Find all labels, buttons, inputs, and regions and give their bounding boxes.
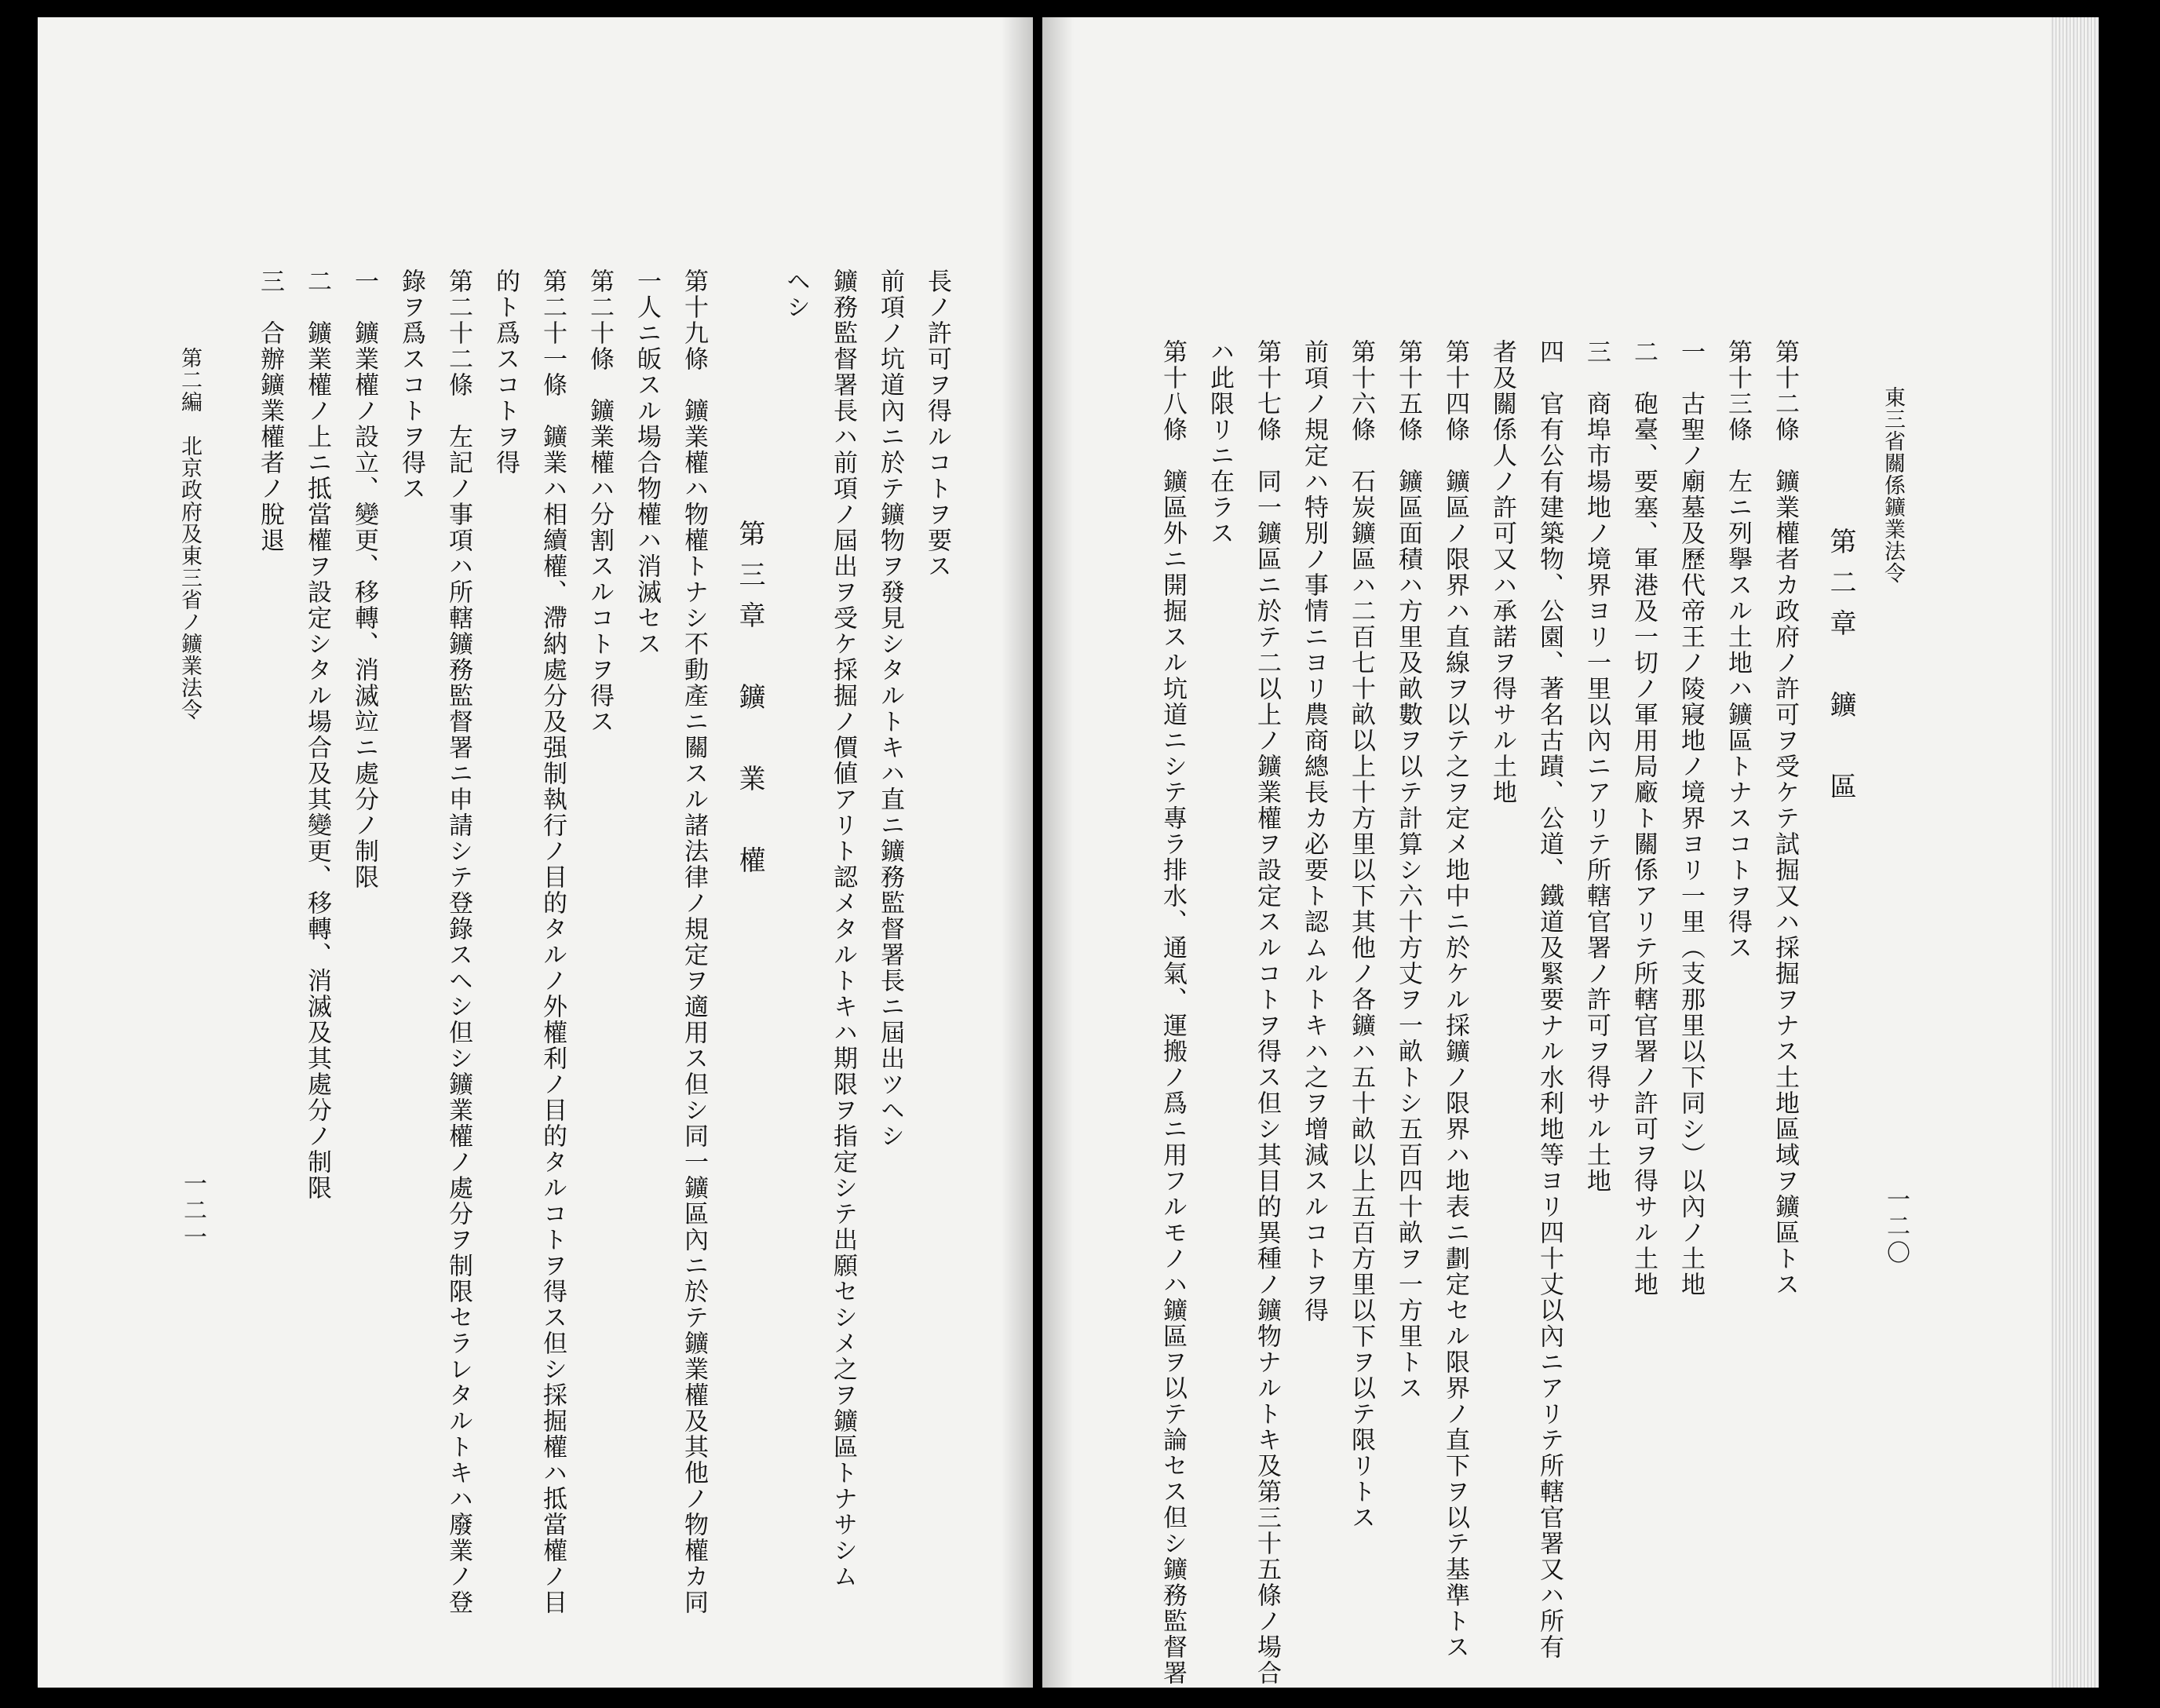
text-line: 前項ノ規定ハ特別ノ事情ニヨリ農商總長カ必要ト認ムルトキハ之ヲ增減スルコトヲ得 bbox=[1300, 339, 1328, 1323]
text-line: 第二十條 鑛業權ハ分割スルコトヲ得ス bbox=[586, 268, 614, 735]
text-line: 者及關係人ノ許可又ハ承諾ヲ得サル土地 bbox=[1488, 339, 1516, 805]
text-line: 第十八條 鑛區外ニ開掘スル坑道ニシテ專ラ排水、通氣、運搬ノ爲ニ用フルモノハ鑛區ヲ以テ論セス但シ鑛務監督署 bbox=[1158, 339, 1187, 1686]
text-line: 一 鑛業權ノ設立、變更、移轉、消滅竝ニ處分ノ制限 bbox=[350, 268, 378, 890]
text-line: 二 鑛業權ノ上ニ抵當權ヲ設定シタル場合及其變更、移轉、消滅及其處分ノ制限 bbox=[303, 268, 331, 1201]
text-line: 一人ニ皈スル場合物權ハ消滅セス bbox=[633, 268, 661, 657]
text-line: 錄ヲ爲スコトヲ得ス bbox=[397, 268, 425, 502]
text-line: 四 官有公有建築物、公園、著名古蹟、公道、鐵道及緊要ナル水利地等ヨリ四十丈以內ニアリテ所轄官署又ハ所有 bbox=[1535, 339, 1563, 1660]
page-footer: 第二編 北京政府及東三省ノ鑛業法令 bbox=[177, 347, 202, 721]
page-edges bbox=[2052, 17, 2099, 1688]
text-line: 第十五條 鑛區面積ハ方里及畝數ヲ以テ計算シ六十方丈ヲ一畝トシ五百四十畝ヲ一方里トス bbox=[1394, 339, 1422, 1401]
text-line: ハ此限リニ在ラス bbox=[1206, 339, 1234, 546]
left-page bbox=[38, 17, 1033, 1688]
text-line: 第十九條 鑛業權ハ物權トナシ不動產ニ關スル諸法律ノ規定ヲ適用ス但シ同一鑛區內ニ於テ鑛業權及其他ノ物權カ同 bbox=[680, 268, 708, 1615]
text-line: 第十七條 同一鑛區ニ於テ二以上ノ鑛業權ヲ設定スルコトヲ得ス但シ其目的異種ノ鑛物ナルトキ及第三十五條ノ場合 bbox=[1253, 339, 1281, 1686]
text-line: 第十三條 左ニ列擧スル土地ハ鑛區トナスコトヲ得ス bbox=[1724, 339, 1752, 961]
text-line: 第十二條 鑛業權者カ政府ノ許可ヲ受ケテ試掘又ハ採掘ヲナス土地區域ヲ鑛區トス bbox=[1771, 339, 1799, 1297]
text-line: 三 合辦鑛業權者ノ脫退 bbox=[256, 268, 284, 553]
right-page bbox=[1042, 17, 2099, 1688]
gutter-shadow bbox=[1002, 17, 1033, 1688]
text-line: 的ト爲スコトヲ得 bbox=[491, 268, 520, 476]
text-line: 第十四條 鑛區ノ限界ハ直線ヲ以テ之ヲ定メ地中ニ於ケル採鑛ノ限界ハ地表ニ劃定セル限界ノ直下ヲ以テ基準トス bbox=[1441, 339, 1469, 1660]
text-line: 前項ノ坑道內ニ於テ鑛物ヲ發見シタルトキハ直ニ鑛務監督署長ニ屆出ツヘシ bbox=[876, 268, 904, 1149]
page-number: 一二〇 bbox=[1882, 1187, 1910, 1267]
page-number: 一二一 bbox=[179, 1171, 206, 1251]
text-line: 二 砲臺、要塞、軍港及一切ノ軍用局廠ト關係アリテ所轄官署ノ許可ヲ得サル土地 bbox=[1629, 339, 1658, 1297]
chapter-title: 第二章 鑛 區 bbox=[1825, 527, 1856, 813]
text-line: 鑛務監督署長ハ前項ノ屆出ヲ受ケ採掘ノ價値アリト認メタルトキハ期限ヲ指定シテ出願セシメ之ヲ鑛區トナサシム bbox=[829, 268, 857, 1589]
text-line: 一 古聖ノ廟墓及歷代帝王ノ陵寢地ノ境界ヨリ一里（支那里以下同シ）以內ノ土地 bbox=[1677, 339, 1705, 1297]
chapter-title: 第三章 鑛 業 權 bbox=[734, 520, 765, 887]
gutter-shadow bbox=[1042, 17, 1074, 1688]
text-line: 第二十一條 鑛業ハ相續權、滯納處分及强制執行ノ目的タルノ外權利ノ目的タルコトヲ得ス但シ採掘權ハ抵當權ノ目 bbox=[538, 268, 567, 1615]
text-line: 第十六條 石炭鑛區ハ二百七十畝以上十方里以下其他ノ各鑛ハ五十畝以上五百方里以下ヲ以テ限リトス bbox=[1347, 339, 1375, 1531]
text-line: 長ノ許可ヲ得ルコトヲ要ス bbox=[923, 268, 951, 579]
text-line: 第二十二條 左記ノ事項ハ所轄鑛務監督署ニ申請シテ登錄スヘシ但シ鑛業權ノ處分ヲ制限セラレタルトキハ廢業ノ登 bbox=[444, 268, 472, 1615]
page-header: 東三省關係鑛業法令 bbox=[1881, 386, 1905, 584]
text-line: ヘシ bbox=[782, 268, 810, 320]
text-line: 三 商埠市場地ノ境界ヨリ一里以內ニアリテ所轄官署ノ許可ヲ得サル土地 bbox=[1582, 339, 1611, 1194]
